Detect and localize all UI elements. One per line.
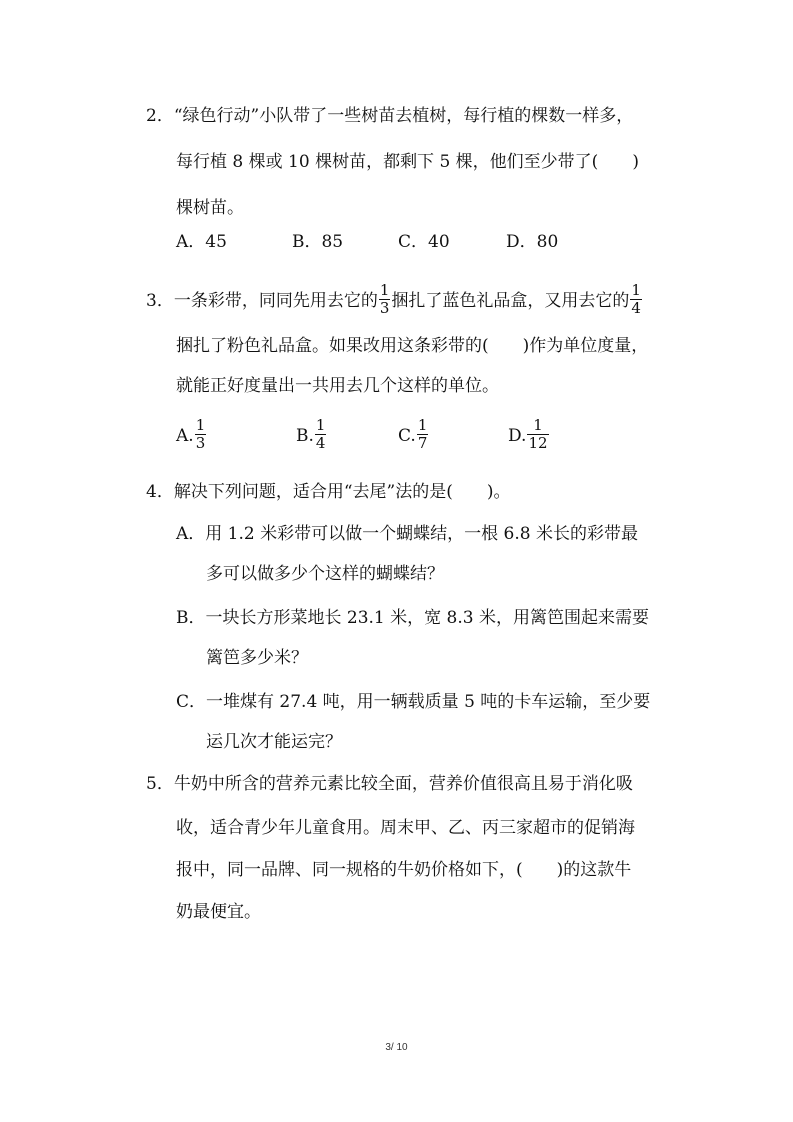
question-4-stem: 4．解决下列问题，适合用“去尾”法的是( )。: [146, 482, 511, 502]
option-b-line-2: 篱笆多少米？: [206, 648, 308, 668]
question-3-line-3: 就能正好度量出一共用去几个这样的单位。: [176, 376, 499, 396]
option-c[interactable]: C．40: [398, 232, 450, 252]
question-2-line-1: 2．“绿色行动”小队带了一些树苗去植树，每行植的棵数一样多，: [146, 106, 634, 126]
question-3-line-1: 3．一条彩带，同同先用去它的 $\frac{1}{3}$ 捆扎了蓝色礼品盒，又用去它的 $\frac{1}{4}$: [146, 281, 641, 317]
question-5-line-3: 报中，同一品牌、同一规格的牛奶价格如下，( )的这款牛: [176, 860, 632, 880]
option-b[interactable]: B. $\frac{1}{4}$: [296, 416, 326, 452]
option-a[interactable]: A．45: [176, 232, 227, 252]
question-number: 2．: [146, 106, 174, 126]
question-2-line-3: 棵树苗。: [176, 198, 244, 218]
option-c-line-2: 运几次才能运完？: [206, 732, 342, 752]
page-number: 3/ 10: [385, 1042, 408, 1053]
fraction: $\frac{1}{7}$: [417, 416, 428, 452]
fraction-one-third: $\frac{1}{3}$: [379, 281, 390, 317]
option-b[interactable]: B．85: [292, 232, 344, 252]
fraction: $\frac{1}{12}$: [528, 416, 548, 452]
option-a-line-1: A．用 1.2 米彩带可以做一个蝴蝶结，一根 6.8 米长的彩带最: [176, 524, 638, 544]
question-number: 4．: [146, 482, 174, 502]
option-a-line-2: 多可以做多少个这样的蝴蝶结？: [206, 564, 444, 584]
option-b-line-1: B．一块长方形菜地长 23.1 米，宽 8.3 米，用篱笆围起来需要: [176, 608, 649, 628]
question-5-line-1: 5．牛奶中所含的营养元素比较全面，营养价值很高且易于消化吸: [146, 774, 633, 794]
option-c-line-1: C．一堆煤有 27.4 吨，用一辆载质量 5 吨的卡车运输，至少要: [176, 692, 651, 712]
fraction-one-fourth: $\frac{1}{4}$: [631, 281, 641, 317]
fraction: $\frac{1}{4}$: [315, 416, 326, 452]
question-number: 3．: [146, 291, 174, 311]
option-d[interactable]: D．80: [506, 232, 559, 252]
question-2-line-2: 每行植 8 棵或 10 棵树苗，都剩下 5 棵，他们至少带了( ): [176, 152, 639, 172]
question-number: 5．: [146, 774, 174, 794]
fraction: $\frac{1}{3}$: [195, 416, 206, 452]
question-5-line-2: 收，适合青少年儿童食用。周末甲、乙、丙三家超市的促销海: [176, 818, 635, 838]
option-a[interactable]: A. $\frac{1}{3}$: [176, 416, 206, 452]
option-c[interactable]: C. $\frac{1}{7}$: [398, 416, 428, 452]
question-3-line-2: 捆扎了粉色礼品盒。如果改用这条彩带的( )作为单位度量，: [176, 336, 649, 356]
option-d[interactable]: D. $\frac{1}{12}$: [508, 416, 548, 452]
question-5-line-4: 奶最便宜。: [176, 902, 261, 922]
